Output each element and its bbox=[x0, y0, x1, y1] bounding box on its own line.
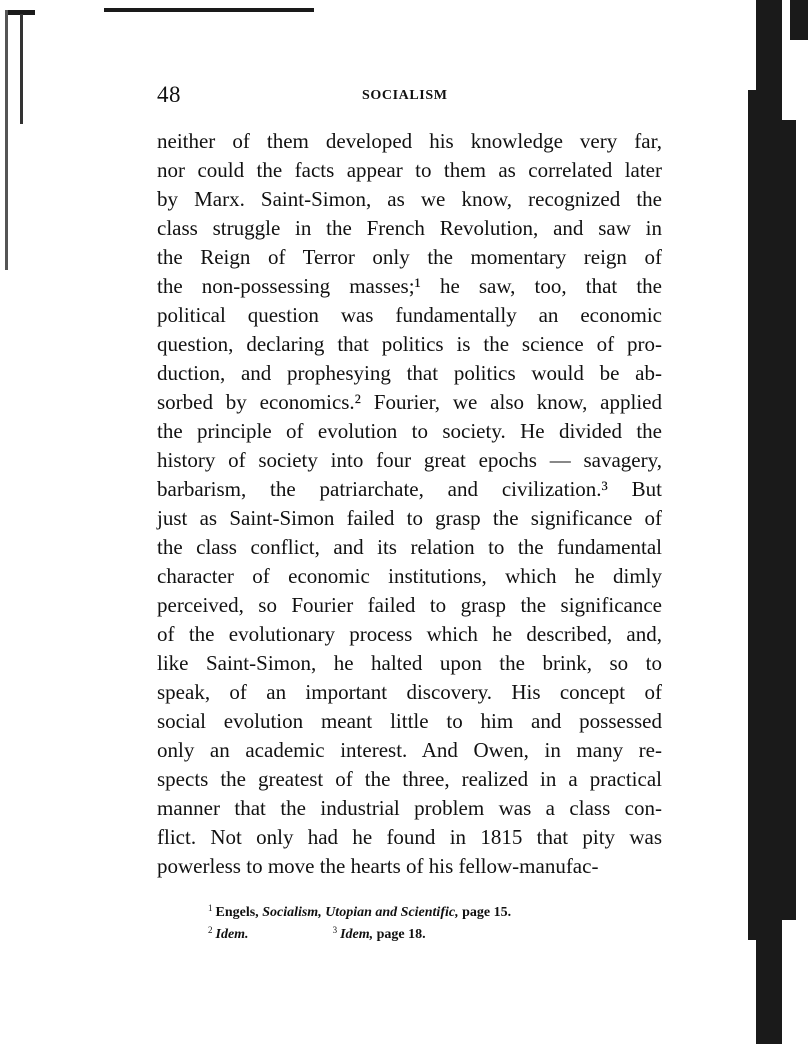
page-number: 48 bbox=[157, 82, 181, 107]
scan-edge-right-outer bbox=[782, 120, 796, 920]
text-line: question, declaring that politics is the science of pro- bbox=[157, 332, 662, 356]
text-line: speak, of an important discovery. His concept of bbox=[157, 680, 662, 704]
footnote-1 bbox=[208, 903, 511, 921]
text-line: duction, and prophesying that politics would be ab- bbox=[157, 361, 662, 385]
text-line: political question was fundamentally an economic bbox=[157, 303, 662, 327]
scan-edge-right-tab bbox=[790, 0, 808, 40]
text-line: manner that the industrial problem was a class con- bbox=[157, 796, 662, 820]
text-line: class struggle in the French Revolution, and saw in bbox=[157, 216, 662, 240]
text-line: sorbed by economics.² Fourier, we also know, applied bbox=[157, 390, 662, 414]
text-line: only an academic interest. And Owen, in many re- bbox=[157, 738, 662, 762]
footnote-2-3 bbox=[208, 925, 426, 943]
text-line: nor could the facts appear to them as correlated later bbox=[157, 158, 662, 182]
running-title: SOCIALISM bbox=[362, 88, 448, 103]
scan-edge-right bbox=[756, 0, 782, 1044]
text-line: the principle of evolution to society. He divided the bbox=[157, 419, 662, 443]
text-line: like Saint-Simon, he halted upon the brink, so to bbox=[157, 651, 662, 675]
footnote-page: page 18. bbox=[376, 927, 426, 942]
text-line: of the evolutionary process which he described, and, bbox=[157, 622, 662, 646]
text-line: powerless to move the hearts of his fellow-manufac- bbox=[157, 854, 599, 878]
footnote-marker: 2 bbox=[208, 925, 213, 935]
text-line: neither of them developed his knowledge very far, bbox=[157, 129, 662, 153]
text-line: history of society into four great epochs — savagery, bbox=[157, 448, 662, 472]
text-line: by Marx. Saint-Simon, as we know, recognized the bbox=[157, 187, 662, 211]
footnote-page: page 15. bbox=[462, 905, 512, 920]
text-line: flict. Not only had he found in 1815 that pity was bbox=[157, 825, 662, 849]
footnote-work-title: Socialism, Utopian and Scientific, bbox=[262, 905, 459, 920]
scan-edge-left bbox=[5, 10, 8, 270]
scan-edge-left-curl bbox=[20, 14, 23, 124]
text-line: the non-possessing masses;¹ he saw, too, that the bbox=[157, 274, 662, 298]
text-line: spects the greatest of the three, realized in a practical bbox=[157, 767, 662, 791]
footnote-author: Engels, bbox=[215, 905, 259, 920]
text-line: the class conflict, and its relation to the fundamental bbox=[157, 535, 662, 559]
body-text bbox=[157, 127, 662, 881]
text-line: character of economic institutions, which he dimly bbox=[157, 564, 662, 588]
scan-edge-right-inner bbox=[748, 90, 758, 940]
text-line: the Reign of Terror only the momentary reign of bbox=[157, 245, 662, 269]
text-line: just as Saint-Simon failed to grasp the significance of bbox=[157, 506, 662, 530]
text-line: perceived, so Fourier failed to grasp the significance bbox=[157, 593, 662, 617]
footnote-idem: Idem. bbox=[215, 927, 249, 942]
footnote-marker: 3 bbox=[332, 925, 338, 935]
text-line: social evolution meant little to him and possessed bbox=[157, 709, 662, 733]
footnote-marker: 1 bbox=[208, 903, 213, 913]
footnote-idem: Idem, bbox=[340, 927, 374, 942]
scan-edge-top bbox=[104, 8, 314, 12]
text-line: barbarism, the patriarchate, and civilization.³ But bbox=[157, 477, 662, 501]
